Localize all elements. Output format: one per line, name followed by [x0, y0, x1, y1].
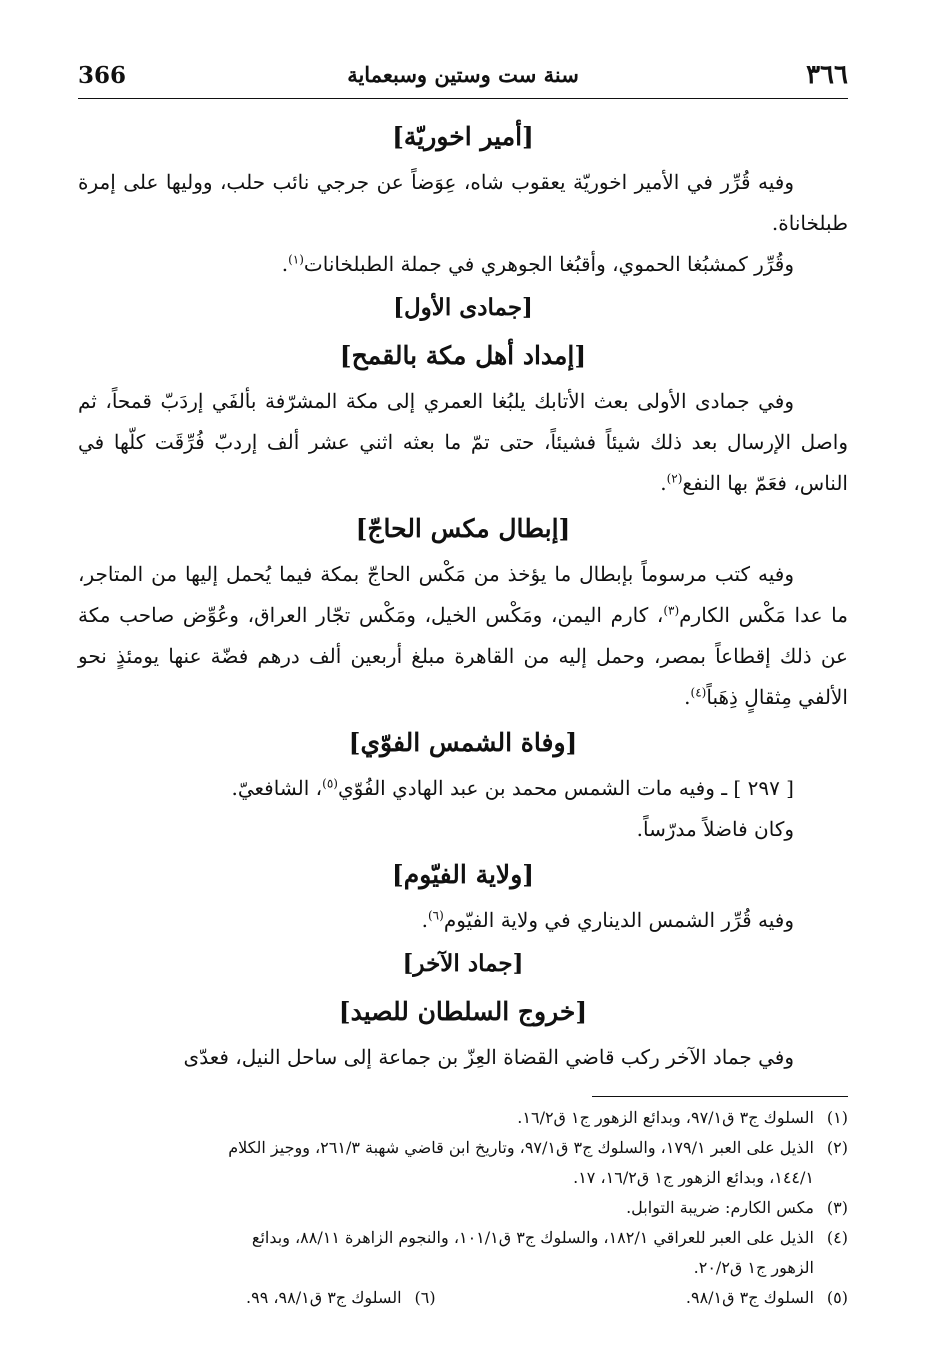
- paragraph: وفيه قُرِّر الشمس الديناري في ولاية الفيّوم$^{(٦)}$.: [421, 908, 794, 932]
- paragraph: وقُرِّر كمشبُغا الحموي، وأقبُغا الجوهري في جملة الطبلخانات$^{(١)}$.: [281, 252, 794, 276]
- footnote-number: (٤): [826, 1228, 848, 1247]
- section-heading: [أمير اخوريّة]: [392, 122, 534, 151]
- header-rule: [78, 98, 848, 99]
- footnote-text: الذيل على العبر ١٧٩/١، والسلوك ج٣ ق٩٧/١، وتاريخ ابن قاضي شهبة ٢٦١/٣، ووجيز الكلام: [228, 1138, 814, 1157]
- footnote-ref[interactable]: (٥): [322, 776, 338, 791]
- footnote-ref[interactable]: (٣): [663, 603, 680, 618]
- section-heading: [وفاة الشمس الفوّي]: [348, 728, 578, 757]
- footnote-text: السلوك ج٣ ق٩٨/١، ٩٩.: [246, 1288, 402, 1307]
- paragraph: وفيه كتب مرسوماً بإبطال ما يؤخذ من مَكْس الحاجّ بمكة فيما يُحمل إليها من المتاجر، ما عدا مَكْس الكارم$^{(٣)}$، كارم اليمن، ومَكْس الخيل، ومَكْس تجّار العراق، وعُوِّض صاحب مكة عن ذلك إقطاعاً بمصر، وحمل إليه من القاهرة مبلغ أربعين ألف درهم فضّة عنها يومئذٍ نحو الألفي مِثقالٍ ذِهَباً$^{(٤)}$.: [78, 562, 848, 709]
- footnote-ref[interactable]: (١): [288, 252, 304, 267]
- paragraph: وفيه قُرِّر في الأمير اخوريّة يعقوب شاه، عِوَضاً عن جرجي نائب حلب، ووليها على إمرة طبلخاناة.: [78, 170, 848, 235]
- footnote-ref[interactable]: (٢): [666, 471, 683, 486]
- page-number-arabic: ٣٦٦: [806, 60, 848, 90]
- footnotes: [78, 1103, 848, 1313]
- footnote-row: [78, 1283, 848, 1313]
- footnote: [246, 1283, 436, 1313]
- paragraph: [ ٢٩٧ ] ـ وفيه مات الشمس محمد بن عبد الهادي الفُوّي$^{(٥)}$، الشافعيّ.: [231, 776, 794, 800]
- footnote: [78, 1133, 848, 1163]
- section-heading: [خروج السلطان للصيد]: [338, 997, 588, 1026]
- footnote-number: (٢): [826, 1138, 848, 1157]
- footnote-number: (٦): [414, 1288, 436, 1307]
- footnote-ref[interactable]: (٤): [690, 685, 707, 700]
- footnote: [78, 1193, 848, 1223]
- paragraph: وفي جمادى الأولى بعث الأتابك يلبُغا العمري إلى مكة المشرّفة بألفَي إردَبّ قمحاً، ثم واصل الإرسال بعد ذلك شيئاً فشيئاً، حتى تمّ ما بعثه اثني عشر ألف إردبّ فُرِّقَت كلّها في الناس، فعَمّ بها النفع$^{(٢)}$.: [78, 389, 848, 495]
- section-heading: [إبطال مكس الحاجّ]: [355, 514, 571, 543]
- footnote-text: الذيل على العبر للعراقي ١٨٢/١، والسلوك ج٣ ق١٠١/١، والنجوم الزاهرة ٨٨/١١، وبدائع: [251, 1228, 814, 1247]
- footnote-continuation: ١٤٤/١، وبدائع الزهور ج١ ق١٦/٢، ١٧.: [573, 1168, 814, 1187]
- footnote-number: (١): [826, 1108, 848, 1127]
- footnote-number: (٣): [826, 1198, 848, 1217]
- footnote-ref[interactable]: (٦): [427, 908, 444, 923]
- paragraph: وفي جماد الآخر ركب قاضي القضاة العِزّ بن جماعة إلى ساحل النيل، فعدّى: [183, 1045, 794, 1069]
- footnote: [686, 1283, 848, 1313]
- footnote-number: (٥): [826, 1288, 848, 1307]
- main-text: [78, 112, 848, 1078]
- section-heading: [ولاية الفيّوم]: [391, 860, 535, 889]
- paragraph: وكان فاضلاً مدرّساً.: [636, 817, 794, 841]
- footnote-rule: [592, 1096, 848, 1097]
- footnote-text: السلوك ج٣ ق٩٧/١، وبدائع الزهور ج١ ق١٦/٢.: [517, 1108, 814, 1127]
- running-header: [78, 60, 848, 104]
- footnote-continuation: الزهور ج١ ق٢٠/٢.: [693, 1258, 814, 1277]
- section-heading: [إمداد أهل مكة بالقمح]: [339, 341, 587, 370]
- footnote: [78, 1223, 848, 1253]
- page-number-latin: 366: [78, 62, 127, 89]
- footnote: [78, 1103, 848, 1133]
- running-title: سنة ست وستين وسبعماية: [347, 62, 579, 87]
- footnote-text: السلوك ج٣ ق٩٨/١.: [685, 1288, 814, 1307]
- month-heading: [جمادى الأول]: [393, 294, 533, 321]
- footnote-text: مكس الكارم: ضريبة التوابل.: [626, 1198, 814, 1217]
- month-heading: [جماد الآخر]: [402, 950, 524, 977]
